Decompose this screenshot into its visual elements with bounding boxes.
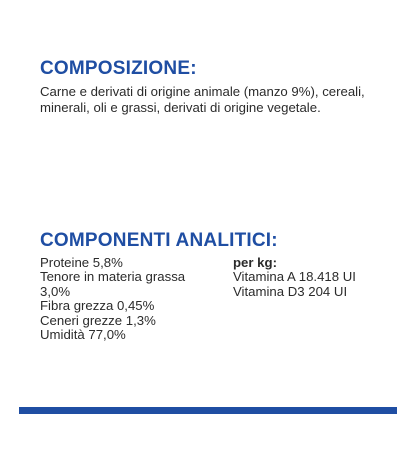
analytics-heading: COMPONENTI ANALITICI: bbox=[40, 230, 278, 251]
analytics-item-vitamin-d3: Vitamina D3 204 UI bbox=[233, 283, 348, 299]
analytics-item-ash: Ceneri grezze 1,3% bbox=[40, 312, 156, 328]
composition-heading: COMPOSIZIONE: bbox=[40, 58, 197, 79]
analytics-item-moisture: Umidità 77,0% bbox=[40, 327, 126, 343]
analytics-item-protein: Proteine 5,8% bbox=[40, 255, 123, 270]
analytics-item-vitamin-a: Vitamina A 18.418 UI bbox=[233, 269, 356, 285]
bottom-divider bbox=[19, 407, 397, 414]
analytics-item-fat: Tenore in materia grassa 3,0% bbox=[40, 269, 186, 299]
per-kg-label: per kg: bbox=[233, 255, 277, 270]
composition-text: Carne e derivati di origine animale (manzo 9%), cereali, minerali, oli e grassi, derivati di origine vegetale. bbox=[40, 84, 365, 115]
analytics-item-fiber: Fibra grezza 0,45% bbox=[40, 298, 155, 314]
analytics-right-list bbox=[233, 256, 393, 299]
analytics-left-list bbox=[40, 256, 190, 342]
